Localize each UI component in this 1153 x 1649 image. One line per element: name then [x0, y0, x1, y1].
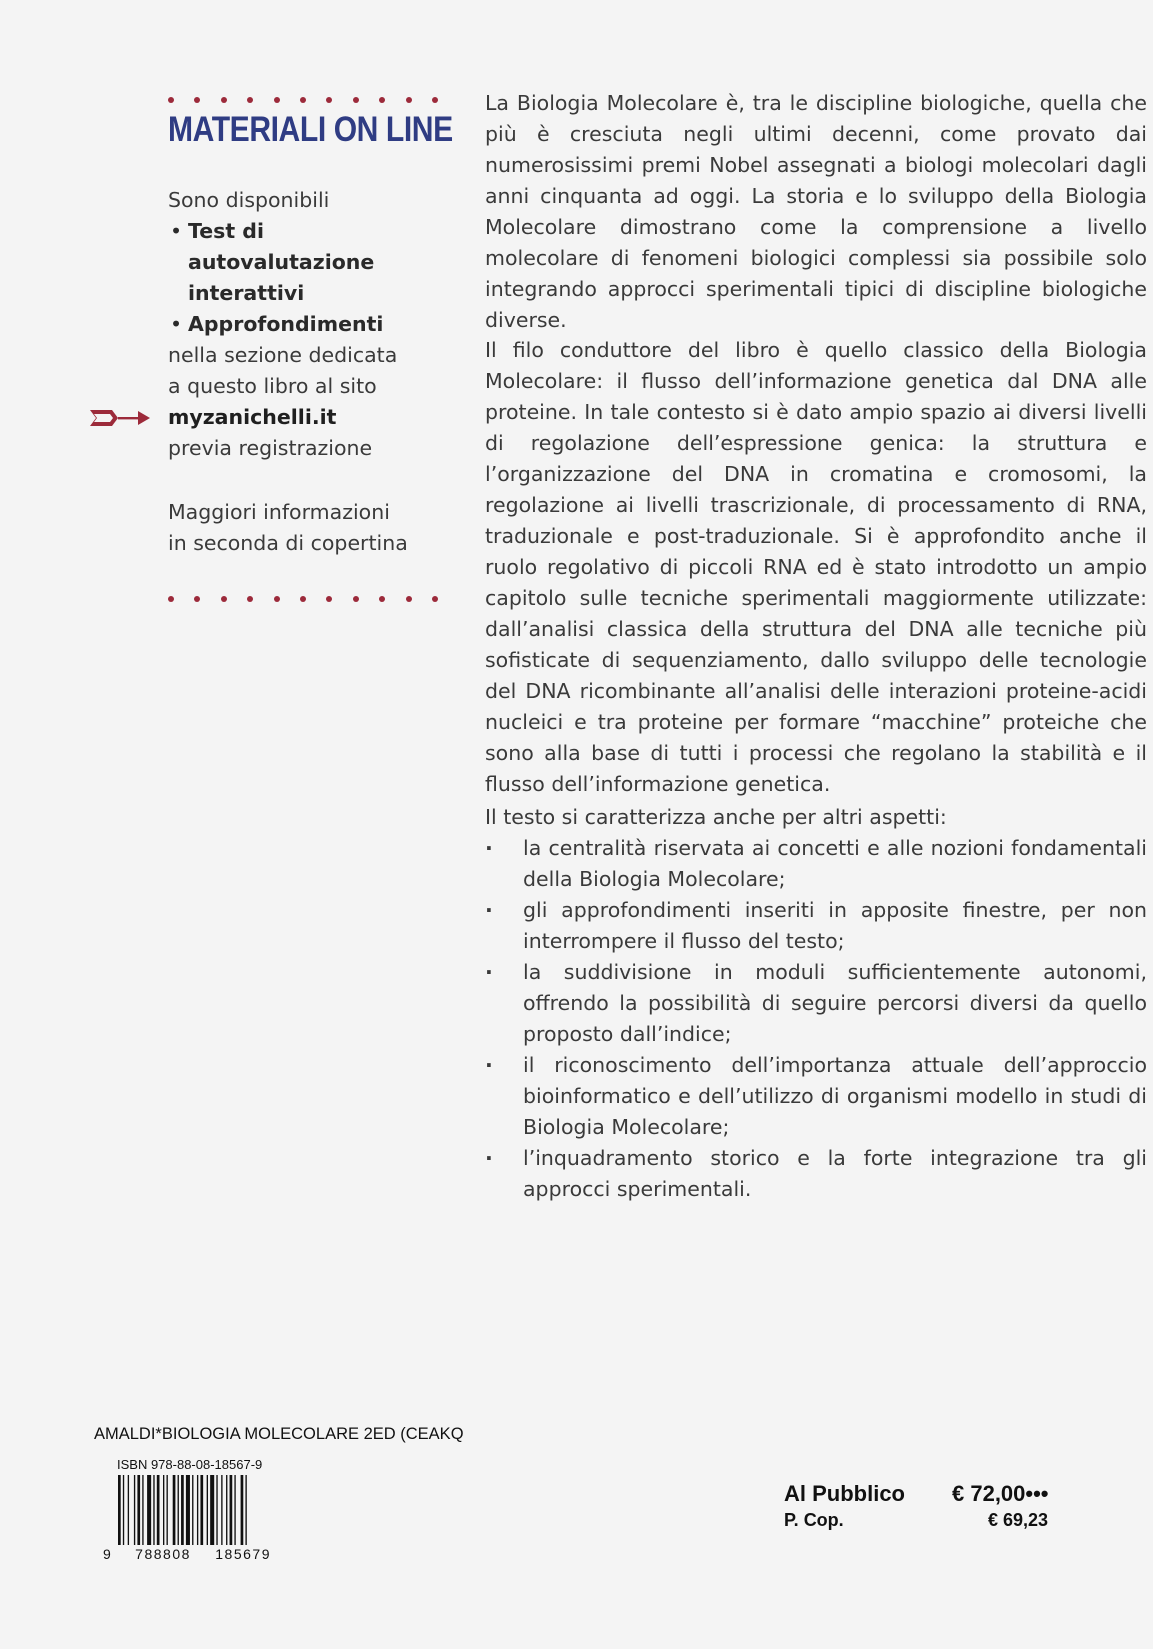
online-materials-title: MATERIALI ON LINE	[168, 110, 453, 149]
barcode-digit-group: 9	[103, 1546, 111, 1562]
materials-list	[168, 216, 438, 340]
more-info-block	[168, 497, 408, 559]
product-code: AMALDI*BIOLOGIA MOLECOLARE 2ED (CEAKQ	[94, 1425, 464, 1443]
location-line-1: nella sezione dedicata	[168, 343, 398, 367]
more-info-line-2: in seconda di copertina	[168, 531, 408, 555]
registration-note: previa registrazione	[168, 436, 373, 460]
available-intro: Sono disponibili	[168, 188, 330, 212]
description-paragraph-2: Il filo conduttore del libro è quello classico della Biologia Molecolare: il flusso dell’informazione genetica dal DNA alle proteine. In tale contesto si è dato ampio spazio ai diversi livelli di regolazione dell’espressione genica: la struttura e l’organizzazione del DNA in cromatina e cromosomi, la regolazione ai livelli trascrizionale, di processamento di RNA, traduzionale e post-traduzionale. Si è approfondito anche il ruolo regolativo di piccoli RNA ed è stato introdotto un ampio capitolo sulle tecniche sperimentali maggiormente utilizzate: dall’analisi classica della struttura del DNA alle tecniche più sofisticate di sequenziamento, dallo sviluppo delle tecnologie del DNA ricombinante all’analisi delle interazioni proteine-acidi nucleici e tra proteine per formare “macchine” proteiche che sono alla base di tutti i processi che regolano la stabilità e il flusso dell’informazione genetica.	[485, 338, 1147, 796]
site-link[interactable]: myzanichelli.it	[168, 405, 337, 429]
cop-price-label: P. Cop.	[784, 1510, 844, 1530]
features-list	[485, 833, 1147, 1205]
materials-list-item: • Test di autovalutazione interattivi	[168, 216, 438, 309]
available-materials-block	[168, 185, 438, 340]
site-info-block	[168, 340, 397, 464]
double-arrow-icon	[90, 406, 152, 430]
features-intro: Il testo si caratterizza anche per altri aspetti:	[485, 805, 947, 829]
features-list-item: · gli approfondimenti inseriti in apposite finestre, per non interrompere il flusso del testo;	[485, 895, 1147, 957]
features-list-item: · il riconoscimento dell’importanza attuale dell’approccio bioinformatico e dell’utilizzo di organismi modello in studi di Biologia Molecolare;	[485, 1050, 1147, 1143]
barcode-digit-group: 788808	[135, 1546, 191, 1562]
features-section	[485, 802, 1147, 1205]
barcode-image	[118, 1475, 268, 1545]
more-info-line-1: Maggiori informazioni	[168, 500, 390, 524]
isbn-label: ISBN 978-88-08-18567-9	[117, 1457, 263, 1472]
location-line-2: a questo libro al sito	[168, 374, 377, 398]
public-price-label: Al Pubblico	[784, 1481, 905, 1506]
features-list-item: · l’inquadramento storico e la forte integrazione tra gli approcci sperimentali.	[485, 1143, 1147, 1205]
features-list-item: · la suddivisione in moduli sufficientemente autonomi, offrendo la possibilità di seguire percorsi diversi da quello proposto dall’indice;	[485, 957, 1147, 1050]
barcode-digits	[103, 1546, 271, 1562]
cop-price: € 69,23	[988, 1510, 1049, 1530]
description-paragraph-1: La Biologia Molecolare è, tra le discipline biologiche, quella che più è cresciuta negli ultimi decenni, come provato dai numerosissimi premi Nobel assegnati a biologi molecolari dagli anni cinquanta ad oggi. La storia e lo sviluppo della Biologia Molecolare dimostrano come la comprensione a livello molecolare di fenomeni biologici complessi sia possibile solo integrando approcci sperimentali tipici di discipline biologiche diverse.	[485, 91, 1147, 332]
barcode-digit-group: 185679	[215, 1546, 271, 1562]
public-price: € 72,00•••	[952, 1481, 1049, 1506]
top-dotted-divider	[168, 97, 438, 103]
features-list-item: · la centralità riservata ai concetti e alle nozioni fondamentali della Biologia Molecolare;	[485, 833, 1147, 895]
materials-list-item: • Approfondimenti	[168, 309, 438, 340]
bottom-dotted-divider	[168, 596, 438, 602]
